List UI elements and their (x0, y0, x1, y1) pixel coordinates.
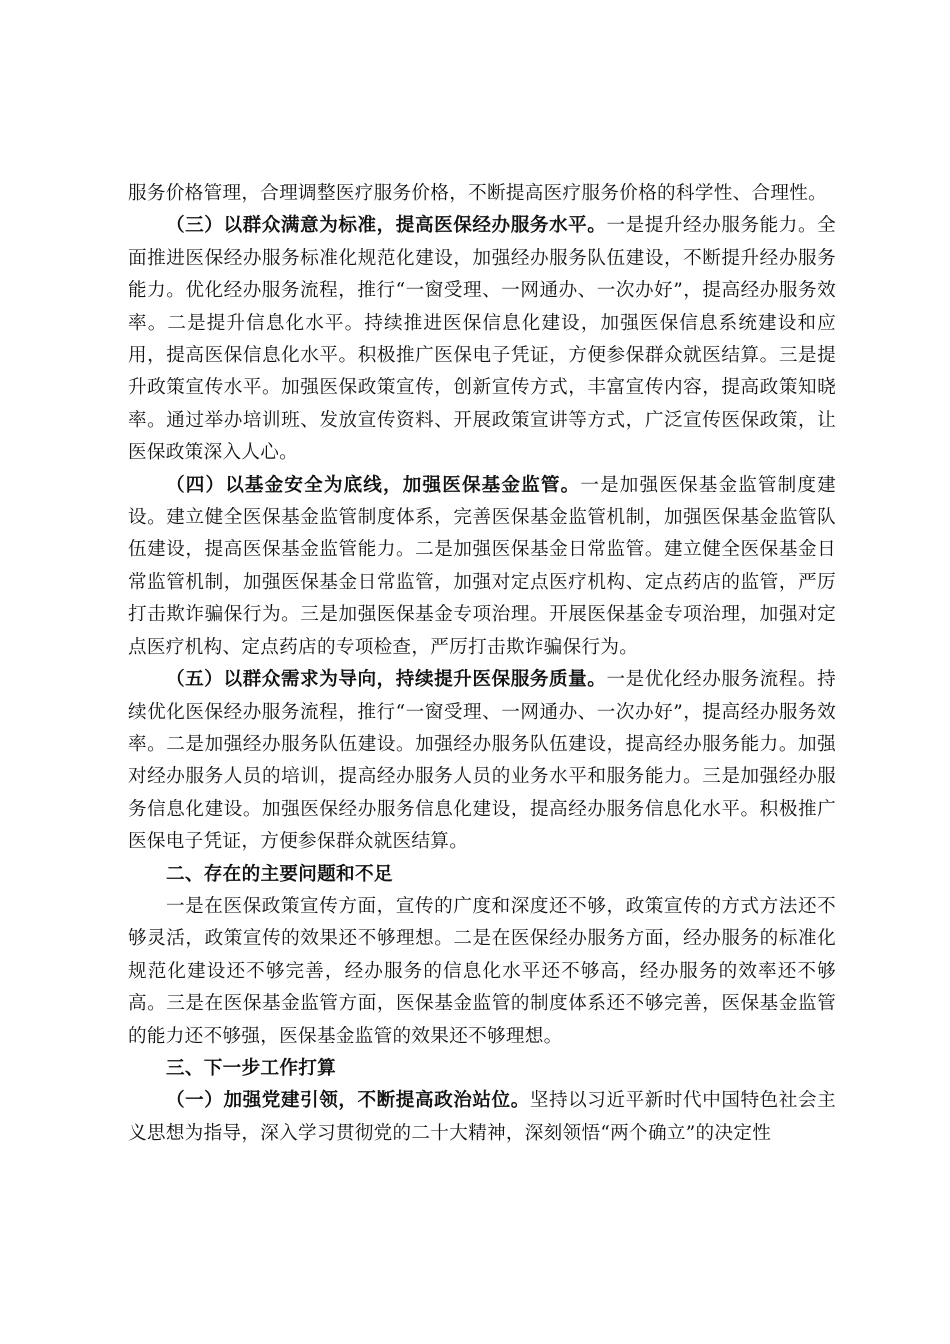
section-heading-next-steps: 三、下一步工作打算 (166, 1057, 337, 1079)
paragraph-lead: （三）以群众满意为标准，提高医保经办服务水平。 (166, 215, 607, 237)
paragraph-lead: （一）加强党建引领，不断提高政治站位。 (166, 1090, 530, 1112)
paragraph-problems (128, 891, 836, 1053)
paragraph-next-1 (128, 1085, 836, 1150)
paragraph-text: 一是提升经办服务能力。全面推进医保经办服务标准化规范化建设，加强经办服务队伍建设，不断提升经办服务能力。优化经办服务流程，推行“一窗受理、一网通办、一次办好”，提高经办服务效率。二是提升信息化水平。持续推进医保信息化建设，加强医保信息系统建设和应用，提高医保信息化水平。积极推广医保电子凭证，方便参保群众就医结算。三是提升政策宣传水平。加强医保政策宣传，创新宣传方式，丰富宣传内容，提高政策知晓率。通过举办培训班、发放宣传资料、开展政策宣讲等方式，广泛宣传医保政策，让医保政策深入人心。 (128, 215, 836, 464)
paragraph-continuation (128, 178, 836, 210)
paragraph-lead: （五）以群众需求为导向，持续提升医保服务质量。 (166, 669, 607, 691)
paragraph-lead: （四）以基金安全为底线，加强医保基金监管。 (166, 474, 581, 496)
document-page (128, 178, 836, 1150)
paragraph-text: 一是在医保政策宣传方面，宣传的广度和深度还不够，政策宣传的方式方法还不够灵活，政策宣传的效果还不够理想。二是在医保经办服务方面，经办服务的标准化规范化建设还不够完善，经办服务的信息化水平还不够高，经办服务的效率还不够高。三是在医保基金监管方面，医保基金监管的制度体系还不够完善，医保基金监管的能力还不够强，医保基金监管的效果还不够理想。 (128, 895, 836, 1047)
paragraph-text: 服务价格管理，合理调整医疗服务价格，不断提高医疗服务价格的科学性、合理性。 (128, 183, 828, 204)
paragraph-section-4 (128, 470, 836, 664)
paragraph-text: 坚持以习近平新时代中国特色社会主义思想为指导，深入学习贯彻党的二十大精神，深刻领悟“两个确立”的决定性 (128, 1090, 836, 1144)
paragraph-text: 一是优化经办服务流程。持续优化医保经办服务流程，推行“一窗受理、一网通办、一次办好”，提高经办服务效率。二是加强经办服务队伍建设。加强经办服务队伍建设，提高经办服务能力。加强对经办服务人员的培训，提高经办服务人员的业务水平和服务能力。三是加强经办服务信息化建设。加强医保经办服务信息化建设，提高经办服务信息化水平。积极推广医保电子凭证，方便参保群众就医结算。 (128, 669, 836, 853)
section-heading-problems: 二、存在的主要问题和不足 (166, 863, 393, 885)
paragraph-section-3 (128, 210, 836, 469)
paragraph-section-5 (128, 664, 836, 858)
paragraph-text: 一是加强医保基金监管制度建设。建立健全医保基金监管制度体系，完善医保基金监管机制，加强医保基金监管队伍建设，提高医保基金监管能力。二是加强医保基金日常监管。建立健全医保基金日常监管机制，加强医保基金日常监管，加强对定点医疗机构、定点药店的监管，严厉打击欺诈骗保行为。三是加强医保基金专项治理。开展医保基金专项治理，加强对定点医疗机构、定点药店的专项检查，严厉打击欺诈骗保行为。 (128, 474, 836, 658)
